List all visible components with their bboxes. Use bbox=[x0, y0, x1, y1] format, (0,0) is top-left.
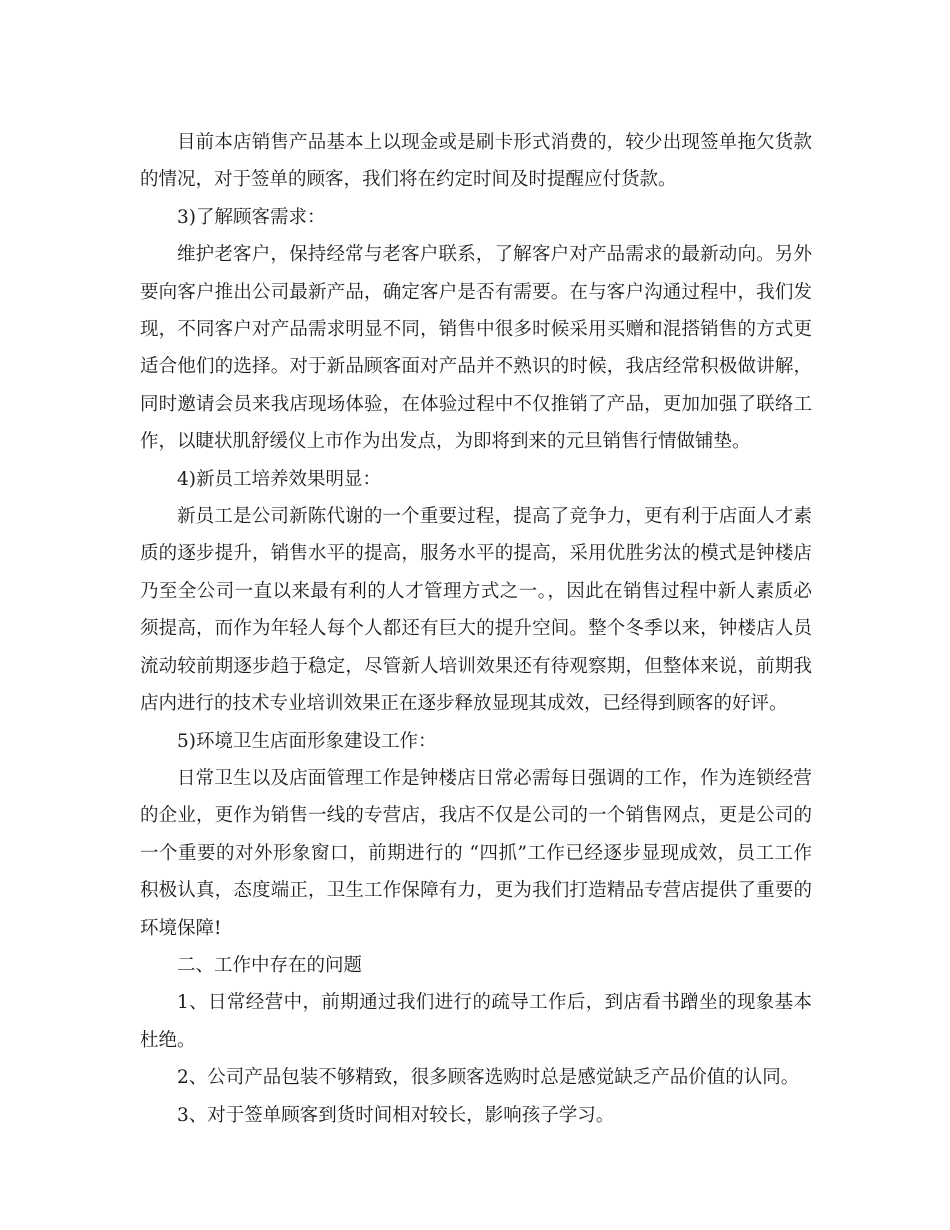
paragraph-payment-status: 目前本店销售产品基本上以现金或是刷卡形式消费的，较少出现签单拖欠货款的情况，对于签单的顾客，我们将在约定时间及时提醒应付货款。 bbox=[140, 132, 812, 191]
paragraph-store-environment: 日常卫生以及店面管理工作是钟楼店日常必需每日强调的工作，作为连锁经营的企业，更作为销售一线的专营店，我店不仅是公司的一个销售网点，更是公司的一个重要的对外形象窗口，前期进行的 “四抓”工作已经逐步显现成效，员工工作积极认真，态度端正，卫生工作保障有力，更为我们打造精品专营店提供了重要的环境保障! bbox=[140, 767, 812, 939]
paragraph-customer-maintenance: 维护老客户，保持经常与老客户联系，了解客户对产品需求的最新动向。另外要向客户推出公司最新产品，确定客户是否有需要。在与客户沟通过程中，我们发现，不同客户对产品需求明显不同，销售中很多时候采用买赠和混搭销售的方式更适合他们的选择。对于新品顾客面对产品并不熟识的时候，我店经常积极做讲解，同时邀请会员来我店现场体验，在体验过程中不仅推销了产品，更加加强了联络工作，以睫状肌舒缓仪上市作为出发点，为即将到来的元旦销售行情做铺垫。 bbox=[140, 244, 812, 453]
document-body bbox=[140, 124, 812, 1134]
list-item-problem-2: 2、公司产品包装不够精致，很多顾客选购时总是感觉缺乏产品价值的认同。 bbox=[177, 1067, 800, 1089]
heading-store-environment: 5)环境卫生店面形象建设工作： bbox=[177, 730, 437, 752]
list-item-problem-1: 1、日常经营中，前期通过我们进行的疏导工作后，到店看书蹭坐的现象基本杜绝。 bbox=[140, 992, 812, 1051]
paragraph-new-staff: 新员工是公司新陈代谢的一个重要过程，提高了竞争力，更有利于店面人才素质的逐步提升，销售水平的提高，服务水平的提高，采用优胜劣汰的模式是钟楼店乃至全公司一直以来最有利的人才管理方式之一。，因此在销售过程中新人素质必须提高，而作为年轻人每个人都还有巨大的提升空间。整个冬季以来，钟楼店人员流动较前期逐步趋于稳定，尽管新人培训效果还有待观察期，但整体来说，前期我店内进行的技术专业培训效果正在逐步释放显现其成效，已经得到顾客的好评。 bbox=[140, 506, 812, 715]
heading-new-staff-training: 4)新员工培养效果明显： bbox=[177, 468, 381, 490]
heading-existing-problems: 二、工作中存在的问题 bbox=[177, 954, 363, 976]
heading-understand-customer-needs: 3)了解顾客需求： bbox=[177, 206, 326, 228]
list-item-problem-3: 3、对于签单顾客到货时间相对较长，影响孩子学习。 bbox=[177, 1104, 615, 1126]
